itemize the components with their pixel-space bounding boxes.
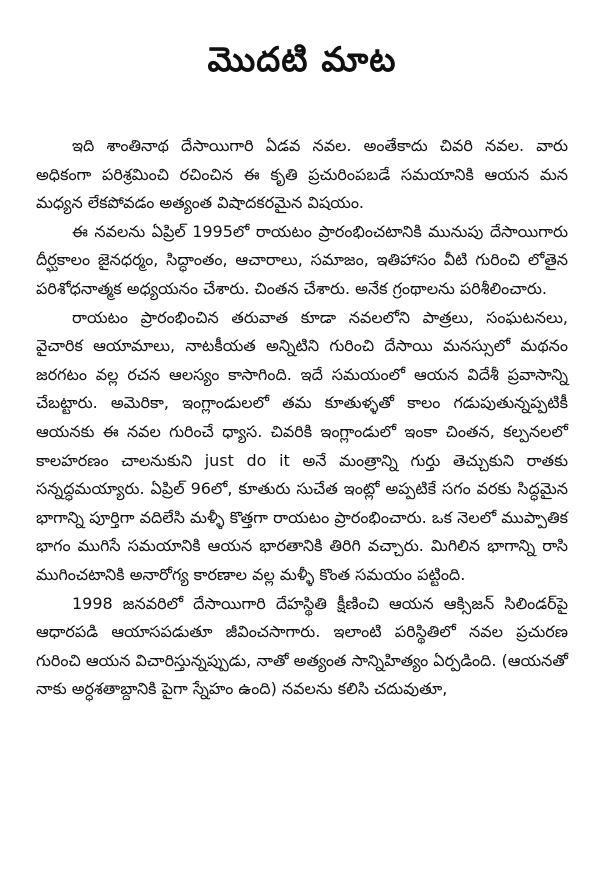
paragraph-1: ఇది శాంతినాథ దేసాయిగారి ఏడవ నవల. అంతేకాదు చివరి నవల. వారు అధికంగా పరిశ్రమించి రచించిన ఈ కృతి ప్రచురింపబడే సమయానికి ఆయన మన మధ్యన లేకపోవడం అత్యంత విషాదకరమైన విషయం. bbox=[36, 136, 568, 213]
paragraph-3: రాయటం ప్రారంభించిన తరువాత కూడా నవలలోని పాత్రలు, సంఘటనలు, వైచారిక ఆయామాలు, నాటకీయత అన్నిటిని గురించి దేసాయి మనస్సులో మథనం జరగటం వల్ల రచన ఆలస్యం కాసాగింది. ఇదే సమయంలో ఆయన విదేశీ ప్రవాసాన్ని చేబట్టారు. అమెరికా, ఇంగ్లాండులలో తమ కూతుళ్ళతో కాలం గడుపుతున్నప్పటికీ ఆయనకు ఈ నవల గురించే ధ్యాస. చివరికి ఇంగ్లాండులో ఇంకా చింతన, కల్పనలలో కాలహరణం చాలనుకుని just do it అనే మంత్రాన్ని గుర్తు తెచ్చుకుని రాతకు సన్నద్ధమయ్యారు. ఏప్రిల్ 96లో, కూతురు సుచేత ఇంట్లో అప్పటికే సగం వరకు సిద్ధమైన భాగాన్ని పూర్తిగా వదిలేసి మళ్ళీ కొత్తగా రాయటం ప్రారంభించారు. ఒక నెలలో ముప్పాతిక భాగం ముగిసే సమయానికి ఆయన భారతానికి తిరిగి వచ్చారు. మిగిలిన భాగాన్ని రాసి ముగించటానికి అనారోగ్య కారణాల వల్ల మళ్ళీ కొంత సమయం పట్టింది. bbox=[36, 307, 568, 584]
body-text bbox=[36, 132, 568, 704]
page-title: మొదటి మాట bbox=[207, 40, 397, 80]
paragraph-4: 1998 జనవరిలో దేసాయిగారి దేహస్థితి క్షీణించి ఆయన ఆక్సిజన్ సిలిండర్‌పై ఆధారపడి ఆయాసపడుతూ జీవించసాగారు. ఇలాంటి పరిస్థితిలో నవల ప్రచురణ గురించి ఆయన విచారిస్తున్నప్పుడు, నాతో అత్యంత సాన్నిహిత్యం ఏర్పడింది. (ఆయనతో నాకు అర్ధశతాబ్దానికి పైగా స్నేహం ఉంది) నవలను కలిసి చదువుతూ, bbox=[36, 593, 568, 699]
paragraph-2: ఈ నవలను ఏప్రిల్ 1995లో రాయటం ప్రారంభించటానికి మునుపు దేసాయిగారు దీర్ఘకాలం జైనధర్మం, సిద్ధాంతం, ఆచారాలు, సమాజం, ఇతిహాసం వీటి గురించి లోతైన పరిశోధనాత్మక అధ్యయనం చేశారు. చింతన చేశారు. అనేక గ్రంథాలను పరిశీలించారు. bbox=[36, 221, 568, 298]
